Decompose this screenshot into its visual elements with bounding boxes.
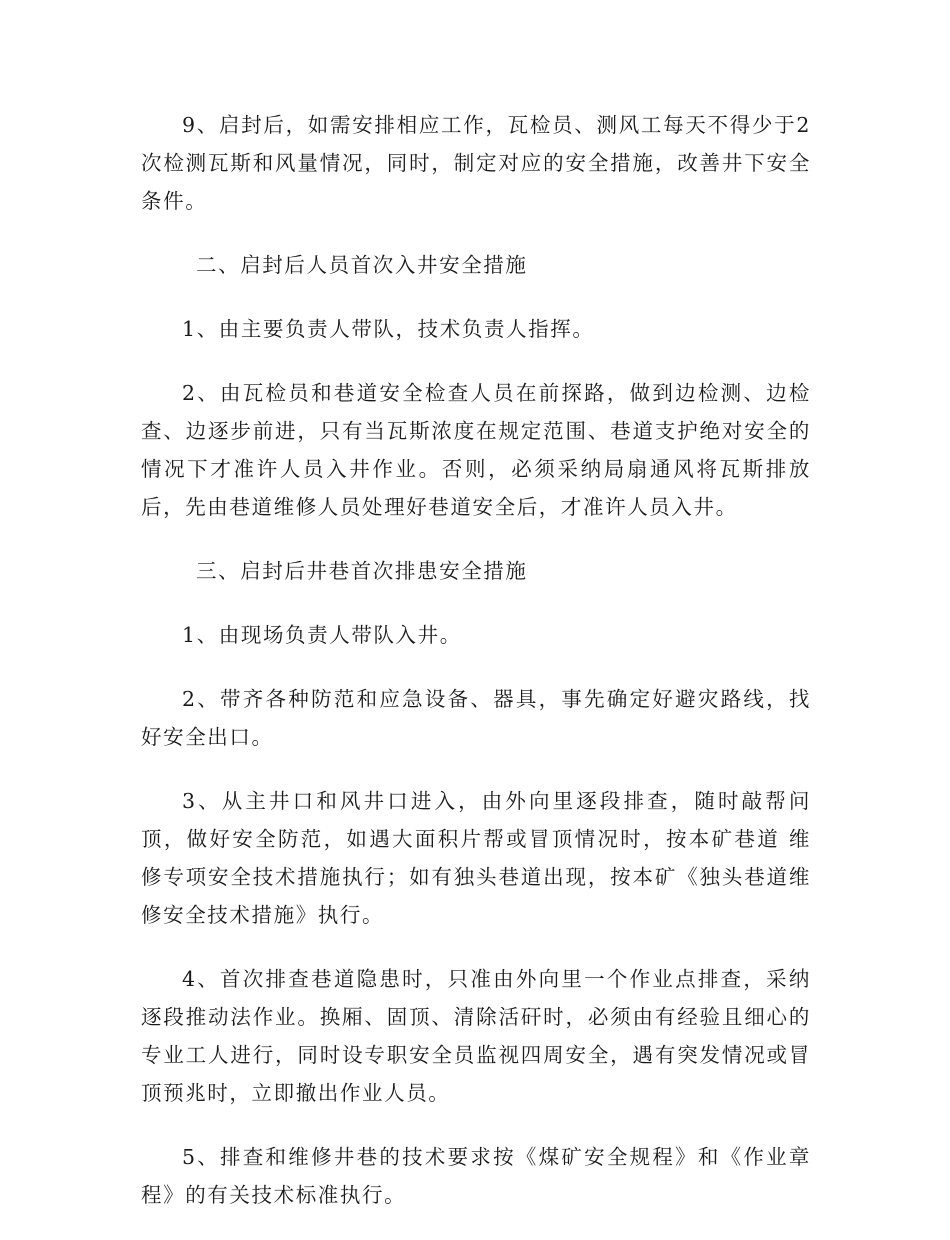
paragraph-item-1: 1、由现场负责人带队入井。: [182, 623, 462, 647]
paragraph-item-4: 4、首次排查巷道隐患时，只准由外向里一个作业点排查，采纳逐段推动法作业。换厢、固顶、清除活矸时，必须由有经验且细心的专业工人进行，同时设专职安全员监视四周安全，遇有突发情况或冒顶预兆时，立即撤出作业人员。: [141, 967, 811, 1105]
paragraph-item-5: 5、排查和维修井巷的技术要求按《煤矿安全规程》和《作业章程》的有关技术标准执行。: [141, 1145, 811, 1207]
section-heading-3: 三、启封后井巷首次排患安全措施: [196, 559, 528, 583]
document-body: [141, 106, 811, 1240]
paragraph-item-1: 1、由主要负责人带队，技术负责人指挥。: [182, 317, 595, 341]
section-heading-2: 二、启封后人员首次入井安全措施: [196, 253, 528, 277]
paragraph-item-3: 3、从主井口和风井口进入，由外向里逐段排查，随时敲帮问顶，做好安全防范，如遇大面积片帮或冒顶情况时，按本矿巷道 维修专项安全技术措施执行；如有独头巷道出现，按本矿《独头巷道维修安全技术措施》执行。: [141, 789, 811, 927]
paragraph-item-9: 9、启封后，如需安排相应工作，瓦检员、测风工每天不得少于2次检测瓦斯和风量情况，同时，制定对应的安全措施，改善井下安全条件。: [141, 113, 811, 213]
paragraph-item-2: 2、由瓦检员和巷道安全检查人员在前探路，做到边检测、边检查、边逐步前进，只有当瓦斯浓度在规定范围、巷道支护绝对安全的情况下才准许人员入井作业。否则，必须采纳局扇通风将瓦斯排放后，先由巷道维修人员处理好巷道安全后，才准许人员入井。: [141, 381, 811, 519]
paragraph-item-2: 2、带齐各种防范和应急设备、器具，事先确定好避灾路线，找好安全出口。: [141, 687, 811, 749]
